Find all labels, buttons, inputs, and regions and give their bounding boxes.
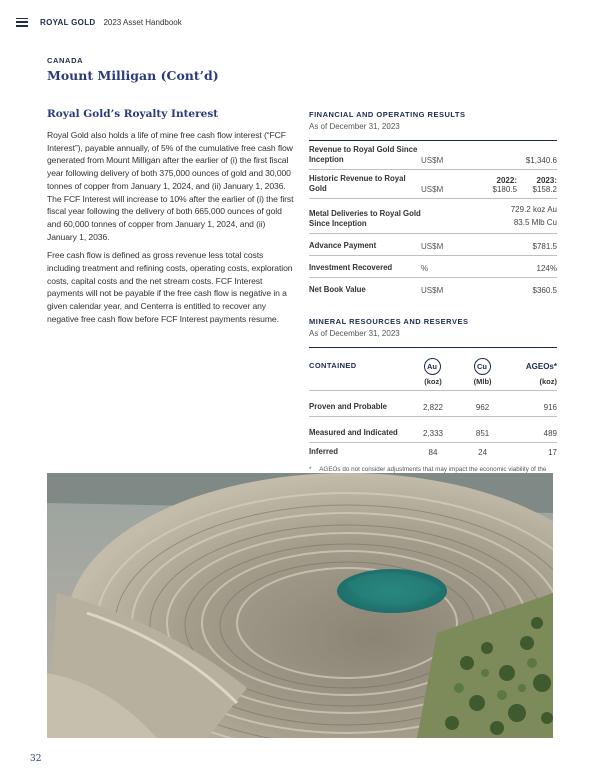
- mineral-table-header: [309, 347, 557, 377]
- table-row: [309, 169, 557, 198]
- page-number: 32: [30, 754, 42, 764]
- table-row: [309, 255, 557, 277]
- row-unit: US$M: [421, 242, 444, 251]
- table-row: [309, 198, 557, 233]
- table-row: [309, 277, 557, 299]
- gold-icon: Au: [424, 358, 441, 375]
- row-label: Metal Deliveries to Royal Gold Since Inception: [309, 209, 421, 228]
- footnote-text: AGEOs do not consider adjustments that may impact the economic viability of the: [319, 466, 547, 473]
- financial-as-of: As of December 31, 2023: [309, 122, 400, 131]
- row-unit: US$M: [421, 185, 444, 194]
- row-unit: US$M: [421, 286, 444, 295]
- year-label: 2023:: [536, 176, 557, 185]
- cell-value: 851: [475, 429, 490, 438]
- table-row: [309, 391, 557, 417]
- table-row: [309, 417, 557, 443]
- row-value: 124%: [536, 264, 557, 273]
- copper-icon: Cu: [474, 358, 491, 375]
- contained-label: CONTAINED: [309, 361, 357, 370]
- cell-value: 962: [475, 403, 490, 412]
- financial-table: [309, 140, 557, 299]
- row-unit: US$M: [421, 156, 444, 165]
- cell-value: 84: [428, 448, 438, 457]
- row-label: Inferred: [309, 447, 339, 456]
- page-title: Mount Milligan (Cont’d): [47, 68, 219, 83]
- ageos-header: AGEOs*: [525, 362, 557, 371]
- financial-heading: FINANCIAL AND OPERATING RESULTS: [309, 110, 466, 119]
- footnote-mark: *: [309, 466, 312, 473]
- row-label: Proven and Probable: [309, 402, 387, 411]
- cell-value: 17: [548, 448, 557, 457]
- top-bar: [16, 14, 182, 30]
- unit-row: [309, 377, 557, 391]
- cell-value: 24: [478, 448, 488, 457]
- open-pit-mine-photo: [47, 473, 553, 738]
- table-row: [309, 140, 557, 169]
- brand-name: ROYAL GOLD: [40, 17, 96, 27]
- royalty-interest-section: [47, 108, 297, 332]
- row-value: $781.5: [532, 242, 557, 251]
- cell-value: 2,822: [422, 403, 444, 412]
- row-value: $180.5: [492, 185, 517, 194]
- cell-value: 916: [543, 403, 557, 412]
- row-value: $360.5: [532, 286, 557, 295]
- table-row: [309, 233, 557, 255]
- cell-value: 489: [543, 429, 557, 438]
- table-row: [309, 443, 557, 461]
- section-title: Royal Gold’s Royalty Interest: [47, 108, 219, 120]
- mineral-as-of: As of December 31, 2023: [309, 329, 400, 338]
- row-label: Investment Recovered: [309, 263, 393, 272]
- row-label: Revenue to Royal Gold Since Inception: [309, 145, 418, 164]
- region-label: CANADA: [47, 56, 84, 65]
- row-unit: %: [421, 264, 429, 273]
- row-label: Advance Payment: [309, 241, 377, 250]
- mineral-heading: MINERAL RESOURCES AND RESERVES: [309, 317, 469, 326]
- row-label: Measured and Indicated: [309, 428, 398, 437]
- mineral-section: [309, 317, 557, 483]
- row-value: 729.2 koz Au: [510, 205, 557, 214]
- results-column: [309, 110, 557, 483]
- royalty-paragraph-2: Free cash flow is defined as gross revenue less total costs including treatment and refining costs, operating costs, exploration costs, capital costs and the net stream costs. FCF Interest payments will not be payable if the free cash flow is negative in a given calendar year, and Centerra is entitled to recover any negative free cash flow before FCF Interest payments resume.: [47, 250, 293, 324]
- unit-label: (koz): [424, 377, 442, 386]
- year-label: 2022:: [496, 176, 517, 185]
- row-label: Historic Revenue to Royal Gold: [309, 174, 406, 193]
- menu-icon[interactable]: [16, 18, 28, 27]
- unit-label: (koz): [539, 377, 557, 386]
- cell-value: 2,333: [422, 429, 444, 438]
- row-value: 83.5 Mlb Cu: [513, 218, 557, 227]
- row-value: $158.2: [532, 185, 557, 194]
- unit-label: (Mlb): [473, 377, 492, 386]
- row-value: $1,340.6: [525, 156, 557, 165]
- royalty-paragraph-1: Royal Gold also holds a life of mine free cash flow interest (“FCF Interest”), payable annually, of 5% of the cumulative free cash flow generated from Mount Milligan after the earlier of (i) the first fiscal year following delivery of both 375,000 ounces of gold and 30,000 tonnes of copper from January 1, 2024, and (ii) January 1, 2036. The FCF Interest will increase to 10% after the earlier of (i) the first fiscal year following the delivery of both 665,000 ounces of gold and 60,000 tonnes of copper from January 1, 2024, and (ii) January 1, 2036.: [47, 130, 294, 242]
- document-title: 2023 Asset Handbook: [103, 17, 182, 27]
- row-label: Net Book Value: [309, 285, 366, 294]
